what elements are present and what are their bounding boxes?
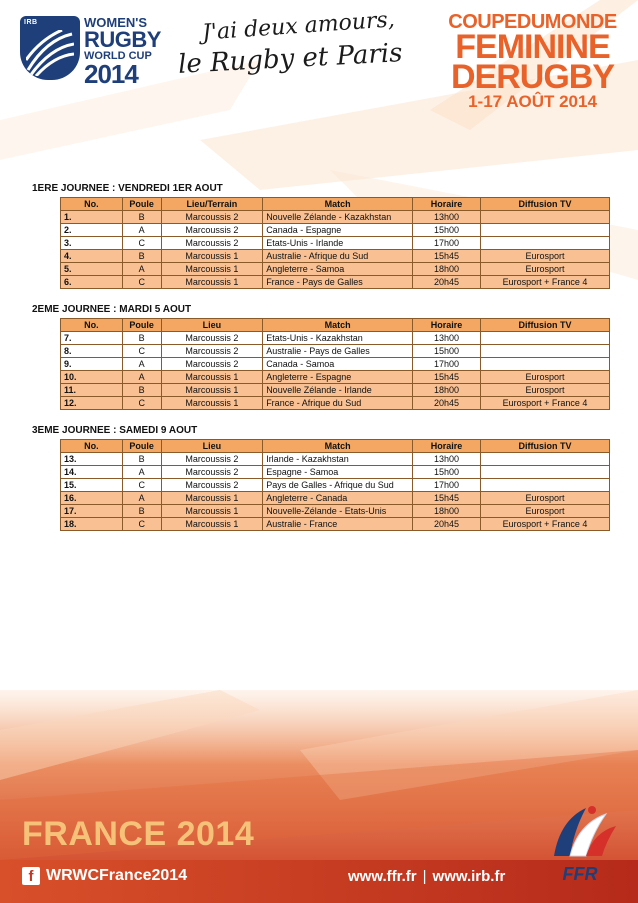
ffr-rooster-icon	[540, 800, 620, 864]
ffr-logo	[540, 800, 620, 890]
cell-horaire: 13h00	[413, 453, 481, 466]
col-horaire: Horaire	[413, 319, 481, 332]
cell-no: 8.	[61, 345, 123, 358]
cell-tv: Eurosport	[481, 492, 610, 505]
cell-match: France - Pays de Galles	[263, 276, 413, 289]
cell-poule: A	[122, 358, 161, 371]
cell-tv	[481, 211, 610, 224]
cell-match: Australie - Afrique du Sud	[263, 250, 413, 263]
slogan-line2: le Rugby et Paris	[177, 38, 404, 80]
cell-horaire: 18h00	[413, 263, 481, 276]
cell-horaire: 15h00	[413, 345, 481, 358]
coupe-dates: 1-17 AOÛT 2014	[468, 92, 597, 111]
cell-no: 10.	[61, 371, 123, 384]
col-diffusion-tv: Diffusion TV	[481, 440, 610, 453]
cell-horaire: 20h45	[413, 397, 481, 410]
cell-match: Irlande - Kazakhstan	[263, 453, 413, 466]
cell-no: 12.	[61, 397, 123, 410]
cell-poule: C	[122, 518, 161, 531]
cell-horaire: 15h45	[413, 250, 481, 263]
cell-lieu: Marcoussis 2	[161, 237, 263, 250]
cell-lieu: Marcoussis 1	[161, 263, 263, 276]
schedule-table	[60, 318, 610, 410]
col-poule: Poule	[122, 440, 161, 453]
cell-match: Angleterre - Canada	[263, 492, 413, 505]
slogan-line1: J'ai deux amours,	[201, 7, 396, 46]
cell-tv	[481, 466, 610, 479]
cell-lieu: Marcoussis 2	[161, 453, 263, 466]
table-row	[61, 505, 610, 518]
cell-horaire: 20h45	[413, 518, 481, 531]
cell-tv: Eurosport + France 4	[481, 276, 610, 289]
cell-lieu: Marcoussis 2	[161, 466, 263, 479]
cell-poule: C	[122, 479, 161, 492]
day-title: 3EME JOURNEE : SAMEDI 9 AOUT	[32, 425, 198, 436]
table-row	[61, 518, 610, 531]
cell-tv	[481, 332, 610, 345]
wc-line4: 2014	[84, 59, 138, 89]
cell-match: Australie - France	[263, 518, 413, 531]
coupe-line2: FEMININE	[455, 28, 610, 66]
irb-url-link[interactable]: www.irb.fr	[432, 868, 506, 885]
cell-match: Pays de Galles - Afrique du Sud	[263, 479, 413, 492]
table-row	[61, 492, 610, 505]
cell-lieu: Marcoussis 1	[161, 505, 263, 518]
cell-match: France - Afrique du Sud	[263, 397, 413, 410]
cell-tv	[481, 479, 610, 492]
world-cup-shield-icon	[20, 16, 80, 80]
coupe-line3: DERUGBY	[450, 58, 615, 96]
cell-lieu: Marcoussis 2	[161, 211, 263, 224]
cell-no: 11.	[61, 384, 123, 397]
ffr-url-link[interactable]: www.ffr.fr	[348, 868, 417, 885]
cell-poule: B	[122, 211, 161, 224]
cell-lieu: Marcoussis 1	[161, 492, 263, 505]
cell-tv	[481, 453, 610, 466]
irb-tag: IRB	[24, 19, 38, 26]
cell-horaire: 15h00	[413, 224, 481, 237]
cell-tv: Eurosport	[481, 263, 610, 276]
cell-horaire: 18h00	[413, 505, 481, 518]
cell-tv	[481, 358, 610, 371]
ffr-wordmark: FFR	[562, 864, 598, 884]
table-row	[61, 466, 610, 479]
cell-lieu: Marcoussis 1	[161, 371, 263, 384]
cell-lieu: Marcoussis 2	[161, 332, 263, 345]
table-row	[61, 224, 610, 237]
cell-lieu: Marcoussis 1	[161, 397, 263, 410]
cell-tv	[481, 237, 610, 250]
cell-match: Nouvelle Zélande - Kazakhstan	[263, 211, 413, 224]
womens-rugby-world-cup-logo	[20, 15, 161, 89]
cell-no: 13.	[61, 453, 123, 466]
cell-lieu: Marcoussis 1	[161, 250, 263, 263]
cell-no: 1.	[61, 211, 123, 224]
col-match: Match	[263, 198, 413, 211]
cell-no: 2.	[61, 224, 123, 237]
wc-line3: WORLD CUP	[84, 50, 152, 62]
table-row	[61, 453, 610, 466]
table-row	[61, 371, 610, 384]
page-header	[0, 0, 638, 125]
table-row	[61, 397, 610, 410]
cell-lieu: Marcoussis 1	[161, 518, 263, 531]
cell-horaire: 15h00	[413, 466, 481, 479]
cell-match: Nouvelle-Zélande - Etats-Unis	[263, 505, 413, 518]
cell-lieu: Marcoussis 2	[161, 345, 263, 358]
wc-line2: RUGBY	[84, 27, 161, 52]
cell-match: Angleterre - Espagne	[263, 371, 413, 384]
table-header-row	[61, 440, 610, 453]
cell-no: 14.	[61, 466, 123, 479]
cell-horaire: 20h45	[413, 276, 481, 289]
slogan	[177, 7, 408, 84]
cell-horaire: 18h00	[413, 384, 481, 397]
table-row	[61, 276, 610, 289]
table-row	[61, 345, 610, 358]
cell-no: 3.	[61, 237, 123, 250]
cell-lieu: Marcoussis 1	[161, 276, 263, 289]
facebook-icon: f	[22, 867, 40, 885]
cell-no: 6.	[61, 276, 123, 289]
cell-poule: C	[122, 276, 161, 289]
col-diffusion-tv: Diffusion TV	[481, 319, 610, 332]
col-horaire: Horaire	[413, 198, 481, 211]
cell-poule: A	[122, 224, 161, 237]
cell-lieu: Marcoussis 2	[161, 358, 263, 371]
footer-urls	[348, 868, 505, 885]
day1-section	[32, 183, 592, 289]
cell-match: Espagne - Samoa	[263, 466, 413, 479]
day-title: 1ERE JOURNEE : VENDREDI 1ER AOUT	[32, 183, 223, 194]
col-poule: Poule	[122, 198, 161, 211]
table-row	[61, 237, 610, 250]
page-footer	[0, 690, 638, 903]
cell-no: 7.	[61, 332, 123, 345]
table-row	[61, 332, 610, 345]
day-title: 2EME JOURNEE : MARDI 5 AOUT	[32, 304, 192, 315]
cell-horaire: 15h45	[413, 492, 481, 505]
cell-match: Nouvelle Zélande - Irlande	[263, 384, 413, 397]
cell-match: Canada - Espagne	[263, 224, 413, 237]
cell-horaire: 17h00	[413, 237, 481, 250]
facebook-handle: WRWCFrance2014	[46, 867, 188, 884]
schedule-table	[60, 439, 610, 531]
col-no: No.	[61, 440, 123, 453]
facebook-link[interactable]	[22, 866, 187, 886]
col-lieu: Lieu	[161, 440, 263, 453]
cell-poule: A	[122, 263, 161, 276]
cell-match: Australie - Pays de Galles	[263, 345, 413, 358]
col-lieu: Lieu	[161, 319, 263, 332]
cell-poule: A	[122, 371, 161, 384]
cell-horaire: 17h00	[413, 479, 481, 492]
schedule-table	[60, 197, 610, 289]
cell-match: Etats-Unis - Irlande	[263, 237, 413, 250]
col-diffusion-tv: Diffusion TV	[481, 198, 610, 211]
cell-poule: C	[122, 397, 161, 410]
coupe-du-monde-logo	[440, 12, 625, 112]
cell-horaire: 13h00	[413, 332, 481, 345]
cell-horaire: 15h45	[413, 371, 481, 384]
table-row	[61, 250, 610, 263]
cell-tv	[481, 345, 610, 358]
col-poule: Poule	[122, 319, 161, 332]
table-header-row	[61, 319, 610, 332]
cell-poule: B	[122, 384, 161, 397]
cell-poule: B	[122, 453, 161, 466]
col-horaire: Horaire	[413, 440, 481, 453]
cell-poule: C	[122, 237, 161, 250]
cell-no: 17.	[61, 505, 123, 518]
cell-tv: Eurosport + France 4	[481, 518, 610, 531]
cell-horaire: 13h00	[413, 211, 481, 224]
cell-no: 18.	[61, 518, 123, 531]
france-2014-brand: FRANCE 2014	[22, 815, 255, 853]
table-header-row	[61, 198, 610, 211]
cell-lieu: Marcoussis 1	[161, 384, 263, 397]
table-row	[61, 384, 610, 397]
wc-line1: WOMEN'S	[84, 15, 148, 30]
cell-no: 9.	[61, 358, 123, 371]
cell-match: Etats-Unis - Kazakhstan	[263, 332, 413, 345]
cell-tv: Eurosport	[481, 384, 610, 397]
cell-tv: Eurosport	[481, 371, 610, 384]
cell-poule: C	[122, 345, 161, 358]
col-match: Match	[263, 319, 413, 332]
url-separator: |	[422, 868, 427, 885]
table-row	[61, 263, 610, 276]
cell-lieu: Marcoussis 2	[161, 479, 263, 492]
day2-section	[32, 304, 592, 410]
coupe-line1: COUPEDUMONDE	[448, 11, 617, 33]
cell-poule: A	[122, 466, 161, 479]
table-row	[61, 358, 610, 371]
col-no: No.	[61, 319, 123, 332]
table-row	[61, 211, 610, 224]
cell-tv	[481, 224, 610, 237]
ball-lines-icon	[26, 30, 74, 76]
col-lieu: Lieu/Terrain	[161, 198, 263, 211]
cell-lieu: Marcoussis 2	[161, 224, 263, 237]
cell-poule: B	[122, 332, 161, 345]
col-no: No.	[61, 198, 123, 211]
cell-horaire: 17h00	[413, 358, 481, 371]
cell-match: Canada - Samoa	[263, 358, 413, 371]
world-cup-wordmark	[84, 15, 161, 89]
cell-no: 16.	[61, 492, 123, 505]
cell-tv: Eurosport	[481, 505, 610, 518]
cell-tv: Eurosport	[481, 250, 610, 263]
cell-poule: A	[122, 492, 161, 505]
cell-poule: B	[122, 250, 161, 263]
cell-no: 15.	[61, 479, 123, 492]
cell-match: Angleterre - Samoa	[263, 263, 413, 276]
table-row	[61, 479, 610, 492]
day3-section	[32, 425, 592, 531]
cell-no: 4.	[61, 250, 123, 263]
col-match: Match	[263, 440, 413, 453]
cell-no: 5.	[61, 263, 123, 276]
cell-poule: B	[122, 505, 161, 518]
cell-tv: Eurosport + France 4	[481, 397, 610, 410]
